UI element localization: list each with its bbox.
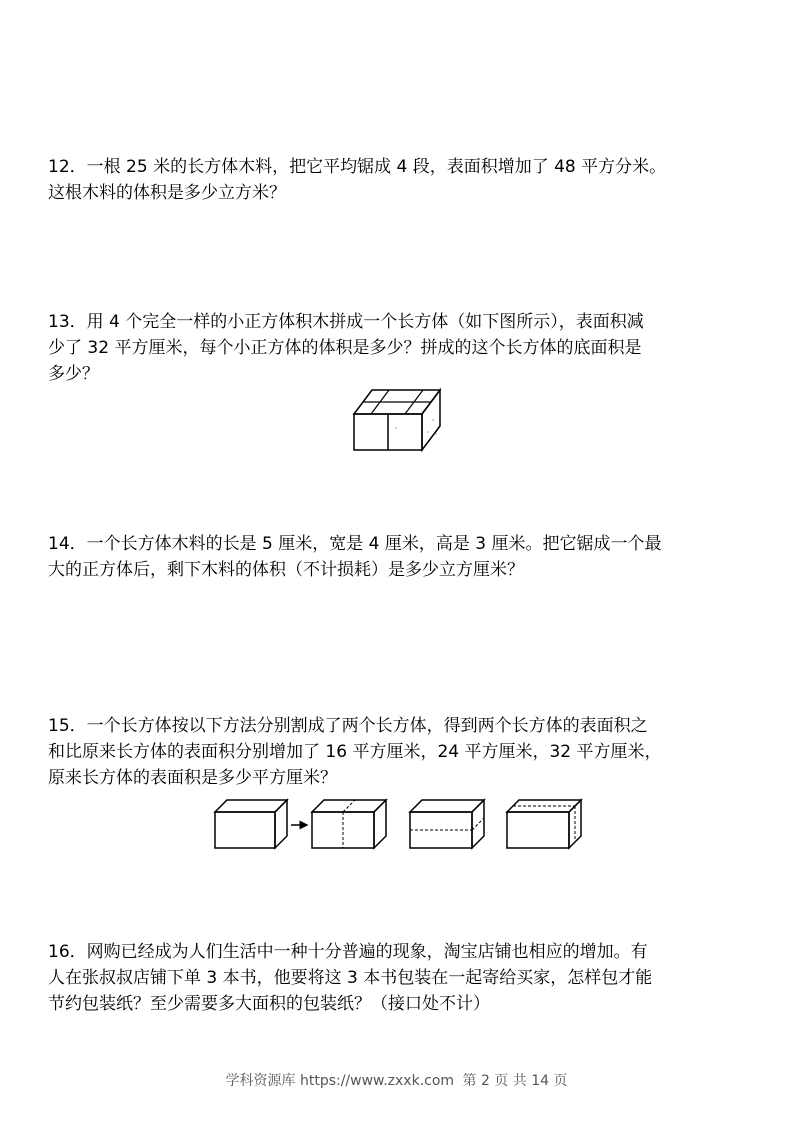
problem-15 <box>48 713 748 791</box>
problem-line: 人在张叔叔店铺下单 3 本书，他要将这 3 本书包装在一起寄给买家，怎样包才能 <box>48 968 653 988</box>
cuboid-of-four-cubes-figure <box>348 384 452 456</box>
footer-page-info: 第 2 页 共 14 页 <box>462 1073 568 1089</box>
problem-line: 16．网购已经成为人们生活中一种十分普遍的现象，淘宝店铺也相应的增加。有 <box>48 942 648 962</box>
problem-line: 和比原来长方体的表面积分别增加了 16 平方厘米，24 平方厘米，32 平方厘米， <box>48 742 662 762</box>
problem-number: 14． <box>48 534 87 554</box>
problem-line: 13．用 4 个完全一样的小正方体积木拼成一个长方体（如下图所示），表面积减 <box>48 312 644 332</box>
problem-line: 大的正方体后，剩下木料的体积（不计损耗）是多少立方厘米？ <box>48 560 524 580</box>
original-cuboid-shape <box>215 800 287 848</box>
problem-line: 少了 32 平方厘米，每个小正方体的体积是多少？拼成的这个长方体的底面积是 <box>48 338 642 358</box>
cuboid-cutting-methods-figure <box>210 796 590 854</box>
problem-number: 12． <box>48 157 87 177</box>
page-footer <box>0 1070 793 1090</box>
footer-site: 学科资源库 https://www.zxxk.com <box>225 1073 455 1089</box>
problem-line: 多少？ <box>48 364 99 384</box>
problem-14 <box>48 531 748 583</box>
problem-number: 16． <box>48 942 87 962</box>
problem-line: 节约包装纸？至少需要多大面积的包装纸？（接口处不计） <box>48 994 490 1014</box>
problem-13 <box>48 309 748 387</box>
problem-line: 14．一个长方体木料的长是 5 厘米，宽是 4 厘米，高是 3 厘米。把它锯成一个最 <box>48 534 662 554</box>
problem-line: 15．一个长方体按以下方法分别割成了两个长方体，得到两个长方体的表面积之 <box>48 716 648 736</box>
problem-number: 15． <box>48 716 87 736</box>
problem-16 <box>48 939 748 1017</box>
problem-line: 12．一根 25 米的长方体木料，把它平均锯成 4 段，表面积增加了 48 平方分米。 <box>48 157 667 177</box>
problem-line: 原来长方体的表面积是多少平方厘米？ <box>48 768 337 788</box>
problem-line: 这根木料的体积是多少立方米？ <box>48 183 286 203</box>
problem-number: 13． <box>48 312 87 332</box>
problem-12 <box>48 154 748 206</box>
